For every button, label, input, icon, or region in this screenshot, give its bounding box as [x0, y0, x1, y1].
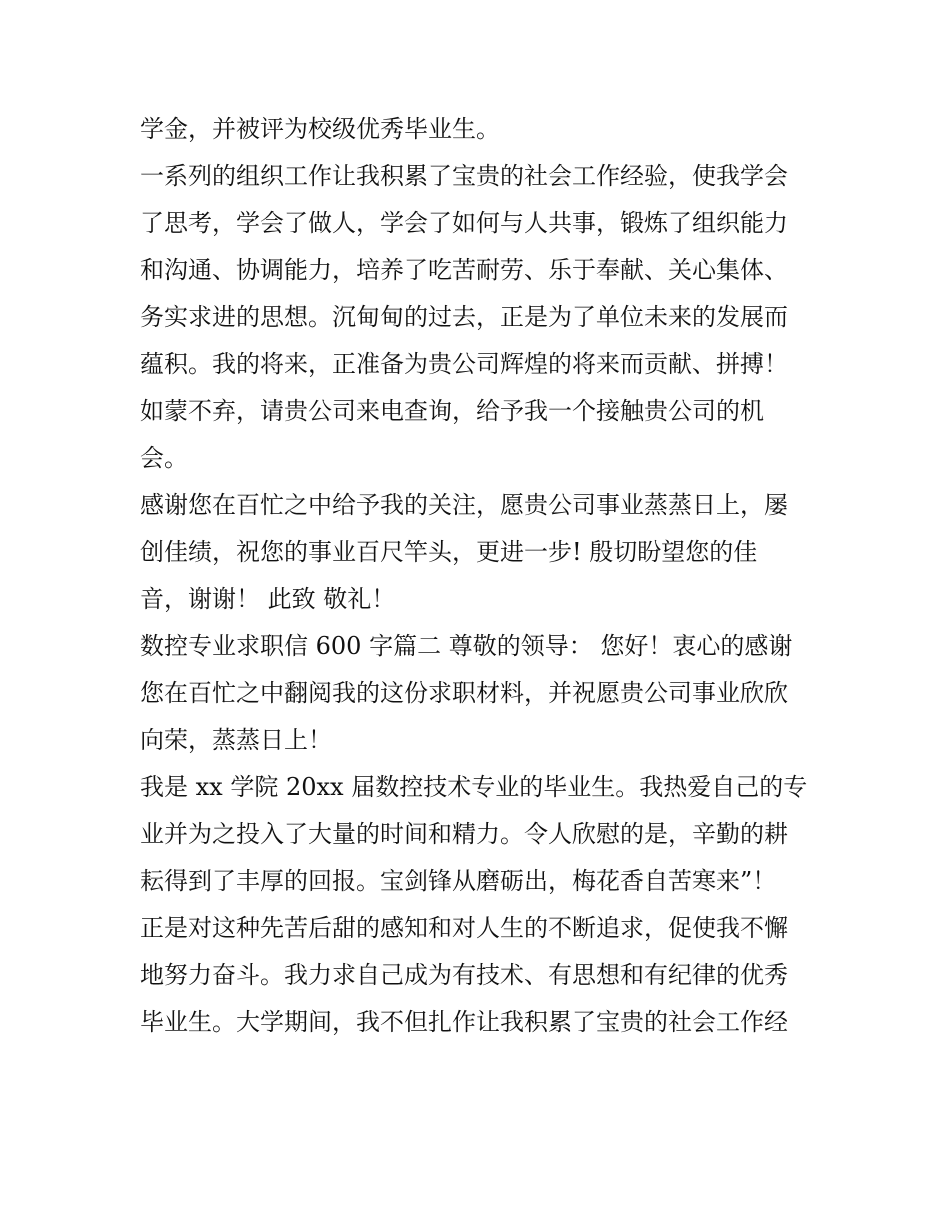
text-line: 会。 — [140, 444, 188, 472]
text-line: 和沟通、协调能力，培养了吃苦耐劳、乐于奉献、关心集体、 — [140, 256, 788, 284]
text-line: 向荣，蒸蒸日上！ — [140, 726, 332, 754]
text-line: 蕴积。我的将来，正准备为贵公司辉煌的将来而贡献、拼搏！ — [140, 350, 788, 378]
text-line: 音，谢谢！ 此致 敬礼！ — [140, 585, 396, 613]
text-line: 了思考，学会了做人，学会了如何与人共事，锻炼了组织能力 — [140, 209, 788, 237]
text-line: 务实求进的思想。沉甸甸的过去，正是为了单位未来的发展而 — [140, 303, 788, 331]
text-line: 耘得到了丰厚的回报。宝剑锋从磨砺出，梅花香自苦寒来”！ — [140, 867, 777, 895]
document-body — [140, 106, 820, 1046]
text-line: 毕业生。大学期间，我不但扎作让我积累了宝贵的社会工作经 — [140, 1008, 788, 1036]
text-line: 数控专业求职信 600 字篇二 尊敬的领导： 您好！衷心的感谢 — [140, 632, 793, 660]
text-line: 感谢您在百忙之中给予我的关注，愿贵公司事业蒸蒸日上，屡 — [140, 491, 788, 519]
text-line: 创佳绩，祝您的事业百尺竿头，更进一步! 殷切盼望您的佳 — [140, 538, 758, 566]
text-line: 您在百忙之中翻阅我的这份求职材料，并祝愿贵公司事业欣欣 — [140, 679, 788, 707]
text-line: 一系列的组织工作让我积累了宝贵的社会工作经验，使我学会 — [140, 162, 788, 190]
text-line: 正是对这种先苦后甜的感知和对人生的不断追求，促使我不懈 — [140, 914, 788, 942]
text-line: 我是 xx 学院 20xx 届数控技术专业的毕业生。我热爱自己的专 — [140, 773, 808, 801]
text-line: 如蒙不弃，请贵公司来电查询，给予我一个接触贵公司的机 — [140, 397, 764, 425]
text-line: 业并为之投入了大量的时间和精力。令人欣慰的是，辛勤的耕 — [140, 820, 788, 848]
text-line: 地努力奋斗。我力求自己成为有技术、有思想和有纪律的优秀 — [140, 961, 788, 989]
text-line: 学金，并被评为校级优秀毕业生。 — [140, 115, 500, 143]
